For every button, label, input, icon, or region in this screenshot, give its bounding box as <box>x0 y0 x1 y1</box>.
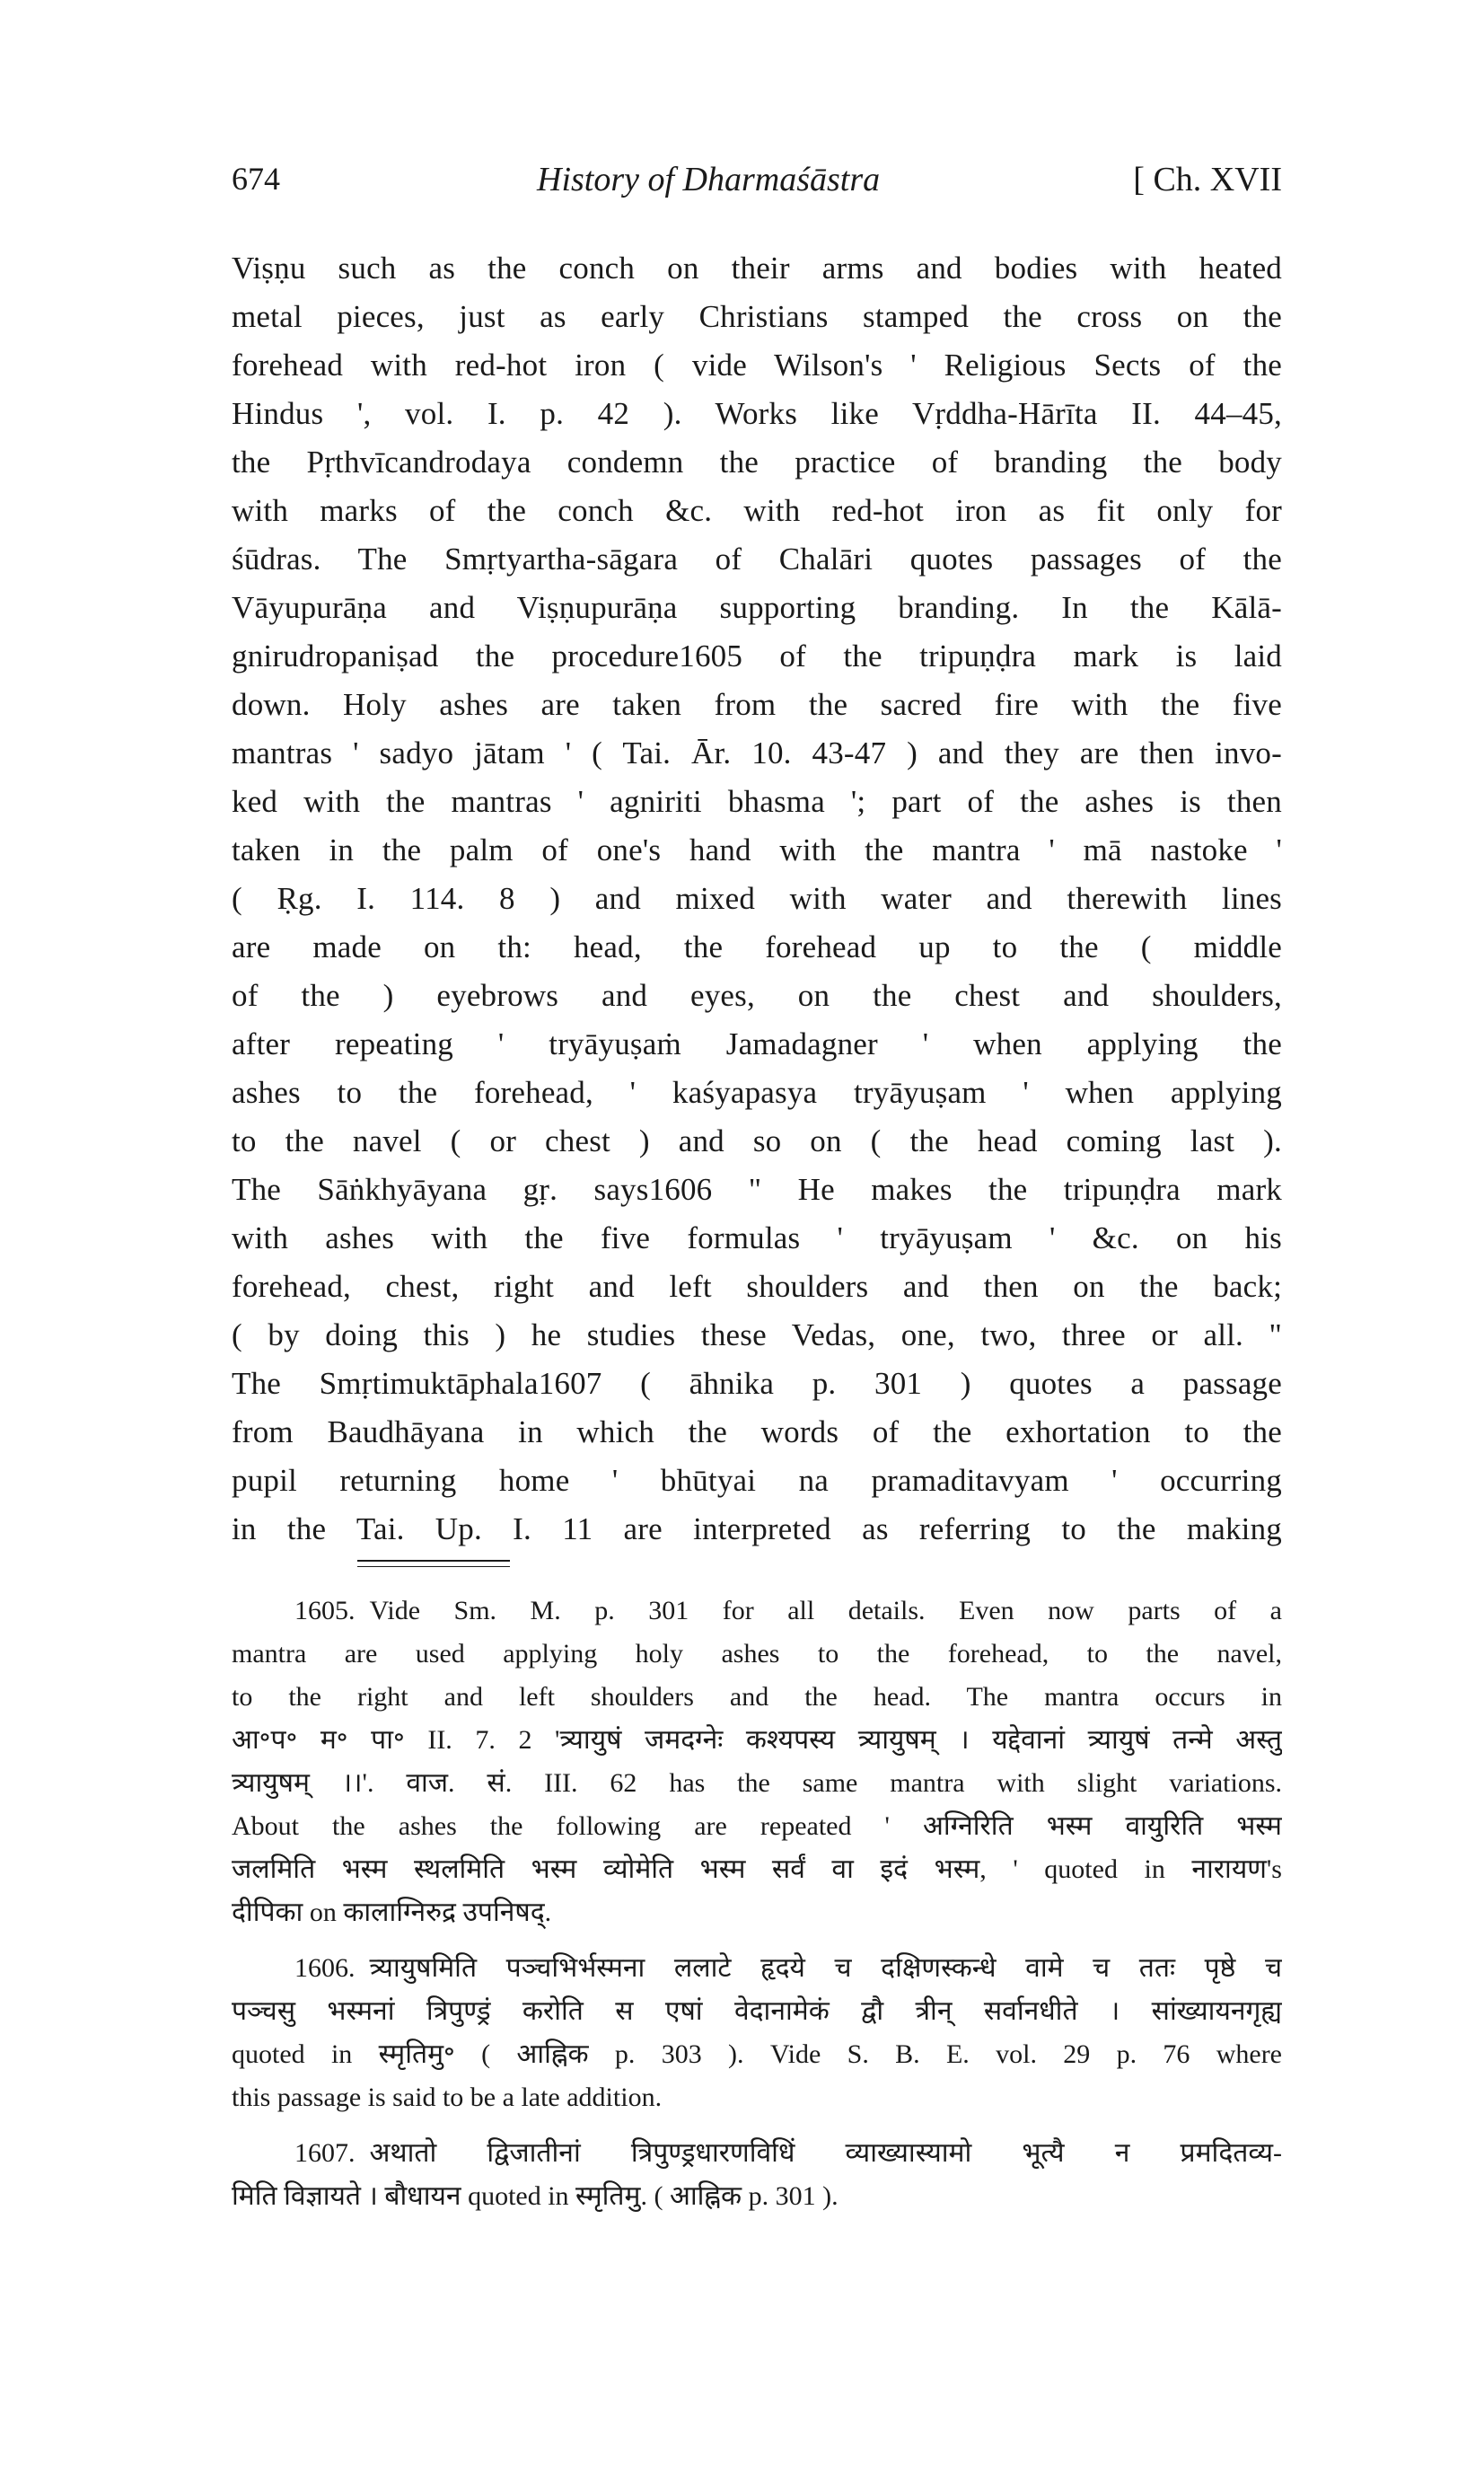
footnote-line: quoted in स्मृतिमु॰ ( आह्निक p. 303 ). Vide S. B. E. vol. 29 p. 76 where <box>232 2039 1282 2069</box>
footnote-text: त्र्यायुषमिति पञ्चभिर्भस्मना ललाटे हृदये च दक्षिणस्कन्धे वामे च ततः पृष्ठे च <box>369 1953 1282 1983</box>
running-title: History of Dharmaśāstra <box>537 161 881 198</box>
body-line: with ashes with the five formulas ' tryāyuṣam ' &c. on his <box>232 1220 1282 1255</box>
body-line: of the ) eyebrows and eyes, on the chest and shoulders, <box>232 978 1282 1013</box>
footnote-line <box>232 1947 1282 1990</box>
footnote-text: Vide Sm. M. p. 301 for all details. Even now parts of a <box>369 1596 1282 1625</box>
body-line: to the navel ( or chest ) and so on ( the head coming last ). <box>232 1123 1282 1158</box>
body-line: from Baudhāyana in which the words of the exhortation to the <box>232 1414 1282 1449</box>
footnote-line: आ॰प॰ म॰ पा॰ II. 7. 2 'त्र्यायुषं जमदग्नेः कश्यपस्य त्र्यायुषम् । यद्देवानां त्र्यायुषं तन्मे अस्तु <box>232 1725 1282 1755</box>
footnote-number: 1607. <box>294 2138 356 2168</box>
body-line: The Smṛtimuktāphala1607 ( āhnika p. 301 ) quotes a passage <box>232 1366 1282 1401</box>
footnote-line: दीपिका on कालाग्निरुद्र उपनिषद्. <box>232 1898 552 1927</box>
body-line: the Pṛthvīcandrodaya condemn the practice of branding the body <box>232 445 1282 480</box>
footnote-line: त्र्यायुषम् ।।'. वाज. सं. III. 62 has the same mantra with slight variations. <box>232 1768 1282 1798</box>
body-line: Vāyupurāṇa and Viṣṇupurāṇa supporting branding. In the Kālā- <box>232 590 1282 625</box>
footnote-number: 1606. <box>294 1953 356 1983</box>
footnote-rule <box>357 1560 510 1562</box>
page-header <box>232 151 1282 205</box>
footnote-1607 <box>232 2132 1282 2218</box>
footnote-line: जलमिति भस्म स्थलमिति भस्म व्योमेति भस्म सर्वं वा इदं भस्म, ' quoted in नारायण's <box>232 1854 1282 1884</box>
footnote-line <box>232 1589 1282 1633</box>
body-line: down. Holy ashes are taken from the sacred fire with the five <box>232 687 1282 722</box>
body-line: forehead with red-hot iron ( vide Wilson's ' Religious Sects of the <box>232 348 1282 383</box>
body-line: in the Tai. Up. I. 11 are interpreted as referring to the making <box>232 1511 1282 1546</box>
chapter-label: [ Ch. XVII <box>1133 161 1282 198</box>
footnote-line: About the ashes the following are repeated ' अग्निरिति भस्म वायुरिति भस्म <box>232 1811 1282 1841</box>
body-line: taken in the palm of one's hand with the mantra ' mā nastoke ' <box>232 832 1282 867</box>
footnote-line: to the right and left shoulders and the head. The mantra occurs in <box>232 1682 1282 1712</box>
body-line: ( by doing this ) he studies these Vedas, one, two, three or all. " <box>232 1317 1282 1352</box>
footnote-text: अथातो द्विजातीनां त्रिपुण्ड्रधारणविधिं व्याख्यास्यामो भूत्यै न प्रमदितव्य- <box>369 2138 1282 2168</box>
body-line: with marks of the conch &c. with red-hot iron as fit only for <box>232 493 1282 528</box>
body-line: gnirudropaniṣad the procedure1605 of the tripuṇḍra mark is laid <box>232 638 1282 674</box>
body-line: The Sāṅkhyāyana gṛ. says1606 " He makes the tripuṇḍra mark <box>232 1172 1282 1207</box>
footnote-1606 <box>232 1947 1282 2119</box>
footnote-rule-inner <box>357 1566 510 1567</box>
body-line: after repeating ' tryāyuṣaṁ Jamadagner ' when applying the <box>232 1026 1282 1061</box>
body-line: forehead, chest, right and left shoulders and then on the back; <box>232 1269 1282 1304</box>
footnote-line: mantra are used applying holy ashes to the forehead, to the navel, <box>232 1639 1282 1669</box>
footnote-line: पञ्चसु भस्मनां त्रिपुण्ड्रं करोति स एषां वेदानामेकं द्वौ त्रीन् सर्वानधीते । सांख्यायनगृह्य <box>232 1996 1282 2026</box>
body-line: ashes to the forehead, ' kaśyapasya tryāyuṣam ' when applying <box>232 1075 1282 1110</box>
footnotes <box>232 1589 1282 2231</box>
body-text <box>232 244 1282 1554</box>
footnote-1605 <box>232 1589 1282 1934</box>
body-line: Hindus ', vol. I. p. 42 ). Works like Vṛddha-Hārīta II. 44–45, <box>232 396 1282 431</box>
body-line: Viṣṇu such as the conch on their arms and bodies with heated <box>232 251 1282 286</box>
footnote-line: मिति विज्ञायते । बौधायन quoted in स्मृतिमु. ( आह्निक p. 301 ). <box>232 2181 839 2211</box>
body-line: are made on th: head, the forehead up to the ( middle <box>232 929 1282 964</box>
page-number: 674 <box>232 161 280 197</box>
footnote-line: this passage is said to be a late addition. <box>232 2083 663 2112</box>
body-line: ked with the mantras ' agniriti bhasma '; part of the ashes is then <box>232 784 1282 819</box>
footnote-number: 1605. <box>294 1596 356 1625</box>
body-line: metal pieces, just as early Christians stamped the cross on the <box>232 299 1282 334</box>
body-line: pupil returning home ' bhūtyai na pramaditavyam ' occurring <box>232 1463 1282 1498</box>
body-line: ( Ṛg. I. 114. 8 ) and mixed with water and therewith lines <box>232 881 1282 916</box>
footnote-line <box>232 2132 1282 2175</box>
body-line: śūdras. The Smṛtyartha-sāgara of Chalāri quotes passages of the <box>232 542 1282 577</box>
body-line: mantras ' sadyo jātam ' ( Tai. Ār. 10. 43-47 ) and they are then invo- <box>232 735 1282 770</box>
